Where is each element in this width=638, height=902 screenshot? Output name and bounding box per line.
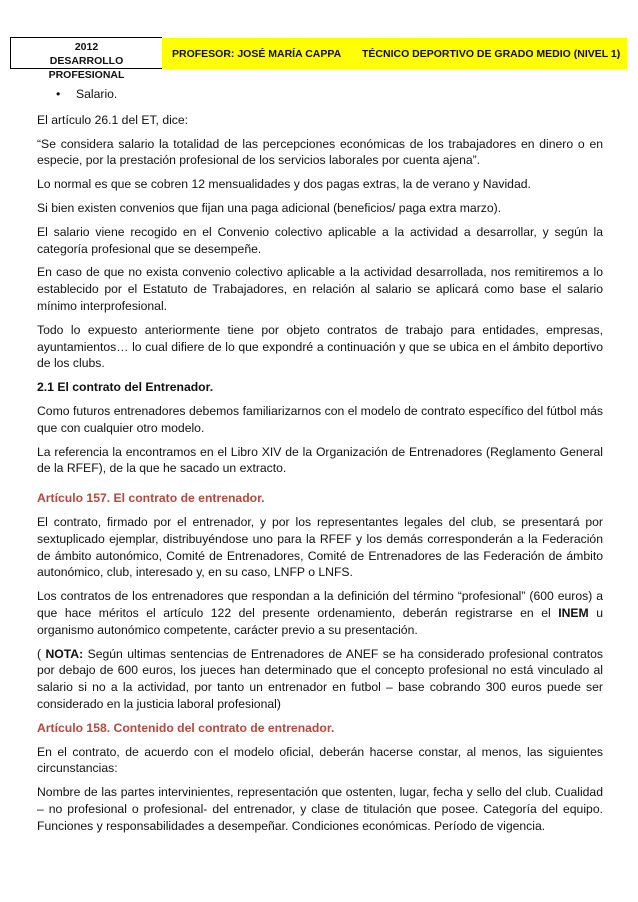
header-course: DESARROLLO PROFESIONAL	[48, 55, 125, 81]
paragraph: La referencia la encontramos en el Libro XIV de la Organización de Entrenadores (Reglamento General de la RFEF), de la que he sacado un extracto.	[37, 444, 603, 476]
article-heading: Artículo 158. Contenido del contrato de entrenador.	[37, 720, 335, 735]
paragraph: Como futuros entrenadores debemos familiarizarnos con el modelo de contrato específico del fútbol más que con cualquier otro modelo.	[37, 403, 603, 435]
bullet-text: Salario.	[76, 87, 118, 101]
paragraph: El artículo 26.1 del ET, dice:	[37, 112, 189, 127]
paragraph: Lo normal es que se cobren 12 mensualidades y dos pagas extras, la de verano y Navidad.	[37, 177, 531, 192]
paragraph: El salario viene recogido en el Convenio colectivo aplicable a la actividad a desarrollar, y según la categoría profesional que se desempeñe.	[37, 224, 603, 256]
page-header	[10, 37, 627, 81]
paragraph: Todo lo expuesto anteriormente tiene por objeto contratos de trabajo para entidades, empresas, ayuntamientos… lo cual difiere de lo que expondré a continuación y que se ubica en el ámbito deportivo de los clubs.	[37, 322, 603, 371]
paragraph: En caso de que no exista convenio colectivo aplicable a la actividad desarrollada, nos remitiremos a lo establecido por el Estatuto de Trabajadores, en relación al salario se aplicará como base el salario mínimo interprofesional.	[37, 265, 603, 313]
paragraph: “Se considera salario la totalidad de las percepciones económicas de los trabajadores en dinero o en especie, por la prestación profesional de los servicios laborales por cuenta ajena”.	[37, 136, 603, 168]
paragraph	[37, 646, 603, 713]
section-heading: 2.1 El contrato del Entrenador.	[37, 380, 214, 395]
bullet-icon: •	[56, 87, 61, 101]
paragraph	[37, 588, 603, 638]
paragraph: Si bien existen convenios que fijan una paga adicional (beneficios/ paga extra marzo).	[37, 200, 502, 215]
header-title-bar	[162, 38, 627, 69]
header-course-box	[10, 37, 162, 81]
header-title: TÉCNICO DEPORTIVO DE GRADO MEDIO (NIVEL 1)	[362, 48, 621, 60]
paragraph: El contrato, firmado por el entrenador, y por los representantes legales del club, se presentará por sextuplicado ejemplar, distribuyéndose uno para la RFEF y los demás corresponderán a la Federación de ámbito autonómico, Comité de Entrenadores, Comité de Entrenadores de las Federación de ámbito autonómico, club, interesado y, en su caso, LNFP o LNFS.	[37, 514, 603, 580]
header-year: 2012	[74, 41, 99, 53]
article-heading: Artículo 157. El contrato de entrenador.	[37, 491, 265, 506]
paragraph: En el contrato, de acuerdo con el modelo oficial, deberán hacerse constar, al menos, las siguientes circunstancias:	[37, 744, 603, 776]
paragraph-text: Según ultimas sentencias de Entrenadores de ANEF se ha considerado profesional contratos por debajo de 600 euros, los jueces han determinado que el concepto profesional no está vinculado al salario si no a la actividad, por tanto un entrenador en futbol – base cobrando 300 euros puede ser considerado en la justicia laboral profesional)	[37, 646, 603, 711]
paragraph-text: u organismo autonómico competente, carácter previo a su presentación.	[37, 605, 603, 637]
paragraph: Nombre de las partes intervinientes, representación que ostenten, lugar, fecha y sello del club. Cualidad – no profesional o profesional- del entrenador, y clase de titulación que posee. Categoría del equipo. Funciones y responsabilidades a desempeñar. Condiciones económicas. Período de vigencia.	[37, 785, 603, 833]
bullet-item	[56, 86, 603, 103]
note-label: NOTA:	[45, 646, 84, 661]
paragraph-text: Los contratos de los entrenadores que respondan a la definición del término “profesional” (600 euros) a que hace méritos el artículo 122 del presente ordenamiento, deberán registrarse en el	[37, 589, 603, 620]
document-body	[37, 86, 603, 841]
header-professor: PROFESOR: JOSÉ MARÍA CAPPA	[172, 48, 342, 60]
paragraph-text: (	[37, 646, 46, 661]
inem-bold: INEM	[558, 605, 589, 620]
